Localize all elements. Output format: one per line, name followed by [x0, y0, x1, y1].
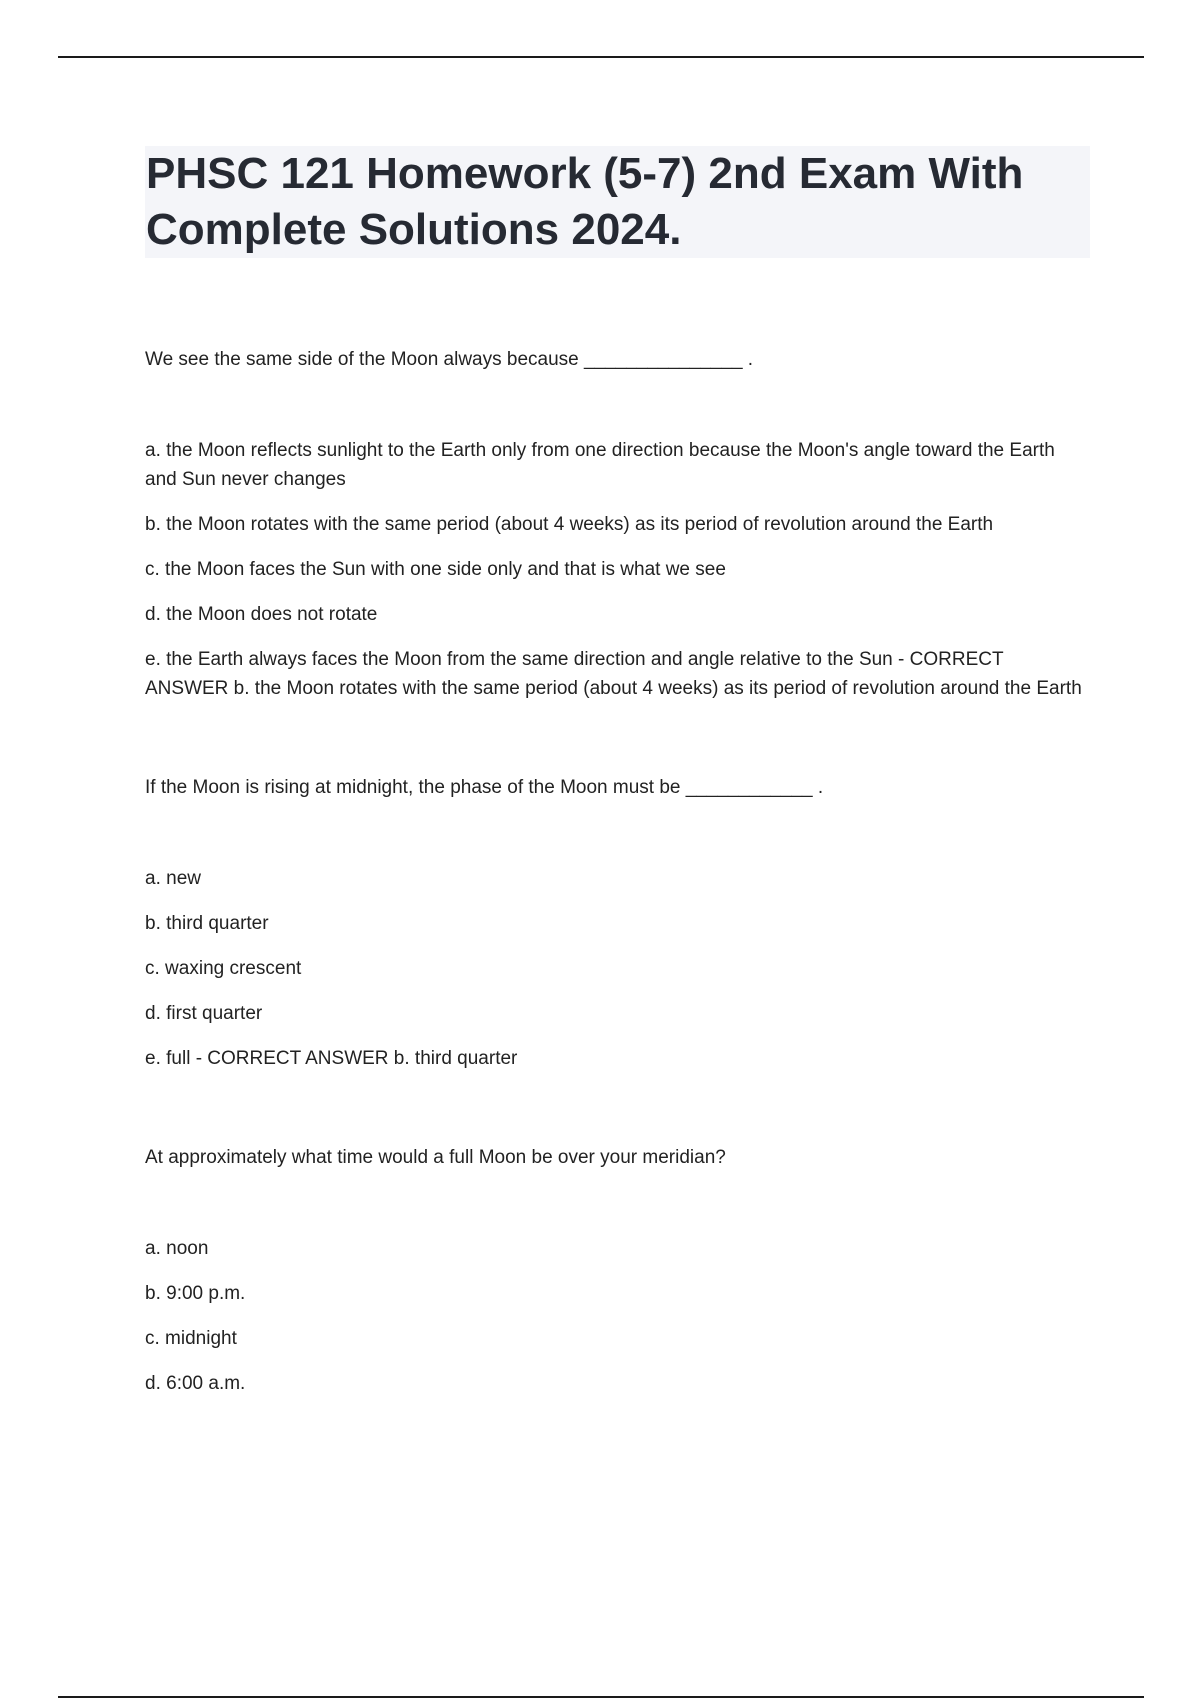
answer-option: c. midnight — [145, 1328, 237, 1349]
answer-options — [145, 436, 1090, 703]
answer-option: d. first quarter — [145, 1003, 263, 1024]
document-title: PHSC 121 Homework (5-7) 2nd Exam With Complete Solutions 2024. — [146, 149, 1024, 254]
question-prompt: If the Moon is rising at midnight, the phase of the Moon must be ____________ . — [145, 777, 824, 798]
document-body — [145, 345, 1090, 1414]
question-prompt: We see the same side of the Moon always because _______________ . — [145, 349, 754, 370]
answer-option-with-correct-answer: e. full - CORRECT ANSWER b. third quarter — [145, 1048, 518, 1069]
answer-option-with-correct-answer: e. the Earth always faces the Moon from the same direction and angle relative to the Sun - CORRECT ANSWER b. the Moon rotates with the same period (about 4 weeks) as its period of revolution around the Earth — [145, 649, 1082, 699]
question-prompt: At approximately what time would a full Moon be over your meridian? — [145, 1147, 726, 1168]
answer-options — [145, 864, 1090, 1073]
answer-option: a. new — [145, 868, 201, 889]
answer-option: b. third quarter — [145, 913, 269, 934]
answer-option: d. the Moon does not rotate — [145, 604, 378, 625]
bottom-rule — [58, 1696, 1144, 1698]
answer-option: b. the Moon rotates with the same period (about 4 weeks) as its period of revolution around the Earth — [145, 514, 994, 535]
answer-option: a. the Moon reflects sunlight to the Earth only from one direction because the Moon's angle toward the Earth and Sun never changes — [145, 440, 1055, 490]
answer-option: c. the Moon faces the Sun with one side only and that is what we see — [145, 559, 726, 580]
answer-option: d. 6:00 a.m. — [145, 1373, 246, 1394]
answer-option: c. waxing crescent — [145, 958, 302, 979]
answer-option: a. noon — [145, 1238, 209, 1259]
answer-options — [145, 1234, 1090, 1398]
top-rule — [58, 56, 1144, 58]
answer-option: b. 9:00 p.m. — [145, 1283, 246, 1304]
